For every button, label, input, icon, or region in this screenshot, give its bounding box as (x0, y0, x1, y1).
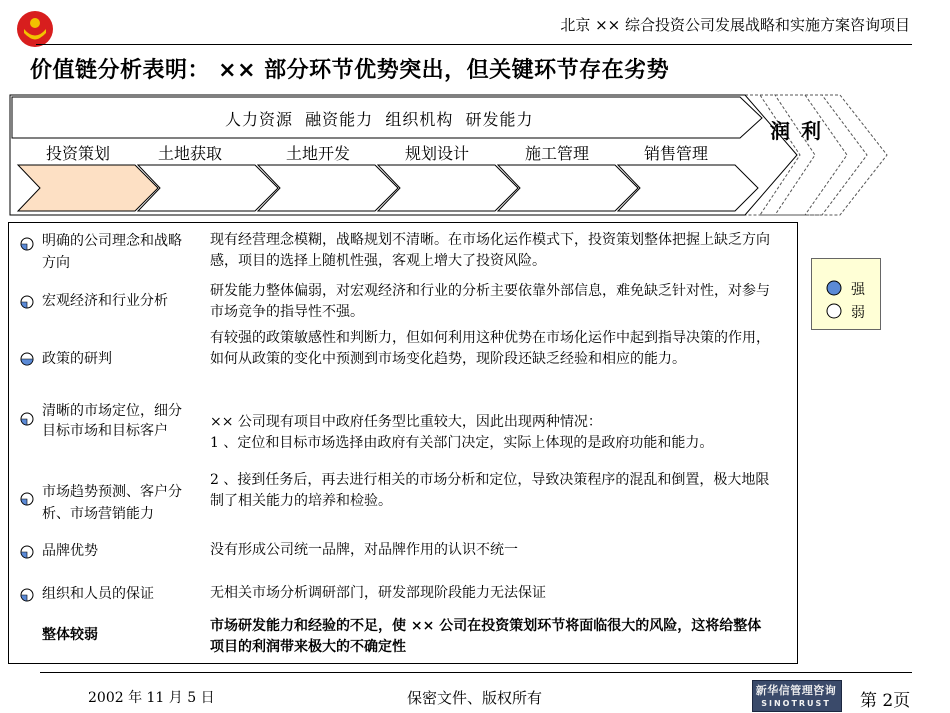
activity-label: 土地获取 (158, 144, 223, 163)
footer-divider (40, 672, 912, 673)
logo-en-text: SINOTRUST (761, 699, 831, 708)
primary-chevrons (18, 165, 758, 211)
page-title: 价值链分析表明： ×× 部分环节优势突出，但关键环节存在劣势 (30, 58, 670, 83)
footer-confidential: 保密文件、版权所有 (407, 689, 543, 707)
footer-date: 2002 年 11 月 5 日 (88, 690, 215, 706)
row-description: 无相关市场分析调研部门，研发部现阶段能力无法保证 (210, 585, 546, 601)
weak-indicator-icon (20, 412, 34, 426)
row-description: 研发能力整体偏弱，对宏观经济和行业的分析主要依靠外部信息，难免缺乏针对性，对参与市场竞争的指导性不强。 (210, 283, 770, 320)
row-label: 组织和人员的保证 (42, 586, 154, 602)
row-label: 明确的公司理念和战略方向 (42, 233, 182, 271)
row-label: 政策的研判 (42, 351, 112, 367)
legend (811, 258, 881, 330)
legend-weak-label: 弱 (851, 305, 865, 321)
row-description: 没有形成公司统一品牌，对品牌作用的认识不统一 (210, 542, 518, 558)
weak-indicator-icon (20, 295, 34, 309)
strong-legend-icon (826, 280, 842, 296)
overall-description: 市场研发能力和经验的不足，使 ×× 公司在投资策划环节将面临很大的风险，这将给整体项目的利润带来极大的不确定性 (210, 618, 762, 655)
weak-indicator-icon (20, 588, 34, 602)
row-description: ×× 公司现有项目中政府任务型比重较大，因此出现两种情况： 1 、定位和目标市场选择由政府有关部门决定，实际上体现的是政府功能和能力。 (210, 414, 714, 451)
profit-label: 润 利 (770, 119, 823, 143)
row-label: 品牌优势 (42, 543, 98, 559)
row-label: 清晰的市场定位，细分目标市场和目标客户 (42, 403, 182, 439)
activity-label: 施工管理 (525, 144, 590, 163)
row-description: 2 、接到任务后，再去进行相关的市场分析和定位，导致决策程序的混乱和倒置，极大地限制了相关能力的培养和检验。 (210, 472, 770, 509)
weak-indicator-icon (20, 545, 34, 559)
weak-indicator-icon (20, 237, 34, 251)
activity-label: 土地开发 (286, 144, 351, 163)
row-label: 宏观经济和行业分析 (42, 293, 168, 309)
page-number: 第 2页 (860, 691, 911, 711)
row-description: 现有经营理念模糊，战略规划不清晰。在市场化运作模式下，投资策划整体把握上缺乏方向感，项目的选择上随机性强，客观上增大了投资风险。 (210, 232, 770, 269)
activity-label: 规划设计 (405, 144, 470, 163)
support-activities-label: 人力资源 融资能力 组织机构 研发能力 (225, 110, 534, 129)
weak-indicator-icon (20, 492, 34, 506)
overall-label: 整体较弱 (42, 627, 98, 643)
legend-strong-label: 强 (851, 282, 865, 298)
activity-label: 销售管理 (644, 144, 709, 163)
header-title: 北京 ×× 综合投资公司发展战略和实施方案咨询项目 (560, 16, 910, 34)
logo-cn-text: 新华信管理咨询 (755, 684, 837, 697)
row-label: 市场趋势预测、客户分析、市场营销能力 (42, 484, 182, 522)
strong-indicator-icon (20, 352, 34, 366)
weak-legend-icon (826, 303, 842, 319)
activity-label: 投资策划 (46, 144, 111, 163)
row-description: 有较强的政策敏感性和判断力，但如何利用这种优势在市场化运作中起到指导决策的作用，如何从政策的变化中预测到市场变化趋势，现阶段还缺乏经验和相应的能力。 (210, 330, 770, 367)
